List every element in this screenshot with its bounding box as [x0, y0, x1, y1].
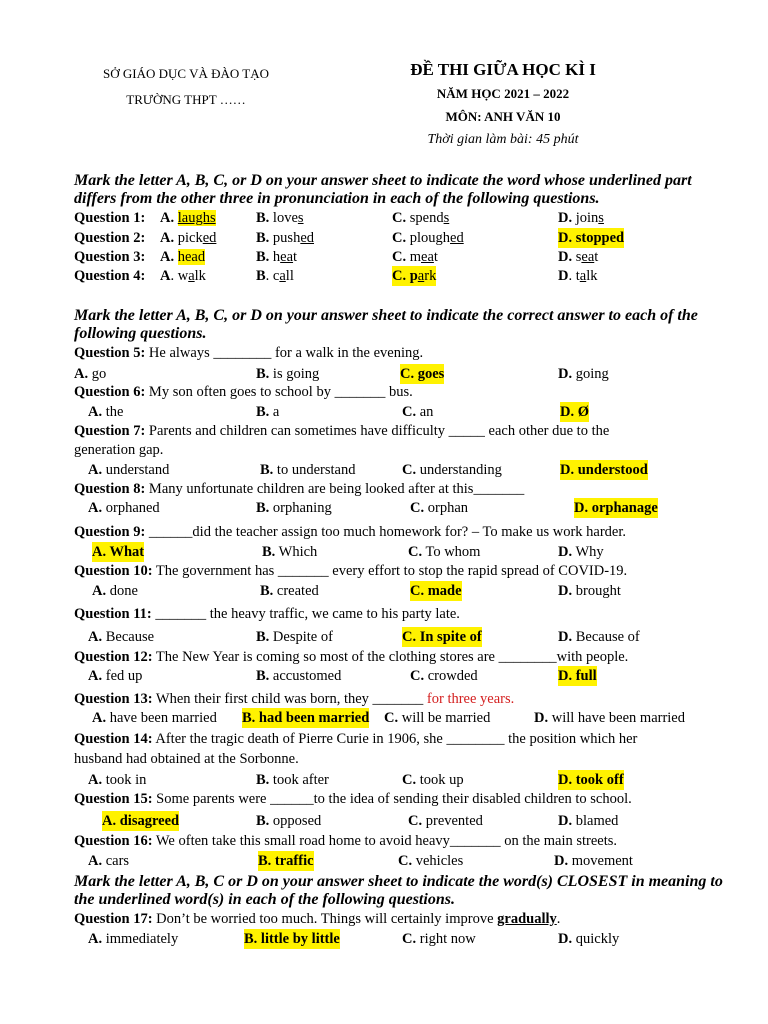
question-label: Question 2:: [74, 230, 146, 246]
question-2: [74, 228, 768, 248]
option-b-answer[interactable]: B. traffic: [258, 853, 314, 869]
question-7-options: [88, 460, 768, 480]
option-c[interactable]: C. an: [402, 404, 434, 420]
question-7-stem-cont: generation gap.: [74, 442, 164, 458]
option-d[interactable]: D. quickly: [558, 931, 620, 947]
question-13-options: [92, 708, 768, 728]
duration: Thời gian làm bài: 45 phút: [427, 132, 579, 147]
question-15-options: [102, 811, 768, 831]
section-1-instruction: Mark the letter A, B, C, or D on your answer sheet to indicate the word whose underlined part differs from the other three in pronunciation in each of the following questions.: [74, 172, 692, 207]
option-a-answer[interactable]: A. What: [92, 544, 145, 560]
question-16-options: [88, 851, 768, 871]
option-d-answer[interactable]: D. took off: [558, 772, 624, 788]
option-a[interactable]: A. understand: [88, 462, 170, 478]
option-a[interactable]: A. the: [88, 404, 124, 420]
question-12-stem: Question 12: The New Year is coming so most of the clothing stores are ________with people.: [74, 649, 629, 665]
option-d[interactable]: D. going: [558, 366, 609, 382]
option-a[interactable]: A. Because: [88, 629, 155, 645]
option-b[interactable]: B. opposed: [256, 813, 322, 829]
option-b[interactable]: B. heat: [256, 249, 298, 265]
option-c[interactable]: C. ploughed: [392, 230, 464, 246]
option-d[interactable]: D. movement: [554, 853, 633, 869]
option-d[interactable]: D. talk: [558, 268, 598, 284]
question-5-stem: Question 5: He always ________ for a walk in the evening.: [74, 345, 424, 361]
header-right: [378, 58, 628, 152]
option-c[interactable]: C. To whom: [408, 544, 481, 560]
option-d[interactable]: D. will have been married: [534, 710, 685, 726]
question-9-stem: Question 9: ______did the teacher assign too much homework for? – To make us work harder.: [74, 524, 627, 540]
option-b[interactable]: B. to understand: [260, 462, 356, 478]
option-b[interactable]: B. orphaning: [256, 500, 332, 516]
question-8-stem: Question 8: Many unfortunate children are being looked after at this_______: [74, 481, 525, 497]
question-16-stem: Question 16: We often take this small road home to avoid heavy_______ on the main streets.: [74, 833, 618, 849]
option-c[interactable]: C. prevented: [408, 813, 483, 829]
question-3: [74, 247, 768, 267]
option-a[interactable]: A. have been married: [92, 710, 217, 726]
option-c[interactable]: C. crowded: [410, 668, 478, 684]
question-10-options: [92, 581, 768, 601]
question-label: Question 3:: [74, 249, 146, 265]
option-c[interactable]: C. orphan: [410, 500, 468, 516]
option-b[interactable]: B. loves: [256, 210, 304, 226]
section-2-instruction: Mark the letter A, B, C, or D on your answer sheet to indicate the correct answer to each of the following questions.: [74, 307, 698, 342]
option-a[interactable]: A. done: [92, 583, 138, 599]
question-label: Question 1:: [74, 210, 146, 226]
option-c[interactable]: C. right now: [402, 931, 476, 947]
option-d-answer[interactable]: D. orphanage: [574, 500, 658, 516]
question-14-stem: Question 14: After the tragic death of Pierre Curie in 1906, she ________ the position which her: [74, 731, 638, 747]
question-10-stem: Question 10: The government has _______ every effort to stop the rapid spread of COVID-19.: [74, 563, 628, 579]
option-b[interactable]: B. Which: [262, 544, 318, 560]
question-6-stem: Question 6: My son often goes to school by _______ bus.: [74, 384, 413, 400]
question-4: [74, 266, 768, 286]
option-c[interactable]: C. meat: [392, 249, 438, 265]
option-d[interactable]: D. Because of: [558, 629, 640, 645]
question-8-options: [88, 498, 768, 518]
option-b-answer[interactable]: B. had been married: [242, 710, 370, 726]
option-a[interactable]: A. fed up: [88, 668, 143, 684]
question-11-options: [88, 627, 768, 647]
option-b[interactable]: B. created: [260, 583, 319, 599]
option-a[interactable]: A. took in: [88, 772, 147, 788]
question-14-stem-cont: husband had obtained at the Sorbonne.: [74, 751, 299, 767]
subject: MÔN: ANH VĂN 10: [445, 109, 561, 124]
question-17-stem: Question 17: Don’t be worried too much. Things will certainly improve gradually.: [74, 911, 561, 927]
question-12-options: [88, 666, 768, 686]
option-d-answer[interactable]: D. full: [558, 668, 597, 684]
option-a[interactable]: A. laughs: [160, 210, 216, 226]
option-a[interactable]: A. cars: [88, 853, 130, 869]
option-b[interactable]: B. call: [256, 268, 294, 284]
option-d-answer[interactable]: D. stopped: [558, 230, 625, 246]
question-14-options: [88, 770, 768, 790]
exam-title: ĐỀ THI GIỮA HỌC KÌ I: [410, 60, 596, 79]
school-year: NĂM HỌC 2021 – 2022: [436, 86, 570, 101]
header-left: [66, 61, 306, 113]
section-3-instruction: Mark the letter A, B, C or D on your answer sheet to indicate the word(s) CLOSEST in meaning to the underlined word(s) in each of the following questions.: [74, 873, 723, 908]
school-name: TRƯỜNG THPT ……: [126, 92, 246, 107]
option-a[interactable]: A. go: [74, 366, 107, 382]
question-5-options: [74, 364, 768, 384]
question-17-options: [88, 929, 768, 949]
option-b[interactable]: B. pushed: [256, 230, 315, 246]
option-a-answer[interactable]: A. disagreed: [102, 813, 180, 829]
department-name: SỞ GIÁO DỤC VÀ ĐÀO TẠO: [103, 66, 269, 81]
option-a[interactable]: A. immediately: [88, 931, 179, 947]
question-11-stem: Question 11: _______ the heavy traffic, we came to his party late.: [74, 606, 460, 622]
option-d-answer[interactable]: D. Ø: [560, 404, 589, 420]
question-15-stem: Question 15: Some parents were ______to the idea of sending their disabled children to school.: [74, 791, 632, 807]
option-b[interactable]: B. a: [256, 404, 280, 420]
option-a[interactable]: A. orphaned: [88, 500, 160, 516]
option-c[interactable]: C. spends: [392, 210, 450, 226]
question-label: Question 4:: [74, 268, 146, 284]
option-a[interactable]: A. picked: [160, 230, 217, 246]
option-c[interactable]: C. will be married: [384, 710, 491, 726]
option-d[interactable]: D. blamed: [558, 813, 619, 829]
option-b[interactable]: B. is going: [256, 366, 320, 382]
question-9-options: [92, 542, 768, 562]
option-c-answer[interactable]: C. made: [410, 583, 462, 599]
option-d[interactable]: D. seat: [558, 249, 599, 265]
option-b[interactable]: B. Despite of: [256, 629, 333, 645]
option-d[interactable]: D. Why: [558, 544, 604, 560]
option-b[interactable]: B. accustomed: [256, 668, 342, 684]
option-d[interactable]: D. joins: [558, 210, 604, 226]
question-13-stem: Question 13: When their first child was born, they _______ for three years.: [74, 691, 515, 707]
option-d-answer[interactable]: D. understood: [560, 462, 648, 478]
option-c-answer[interactable]: C. In spite of: [402, 629, 482, 645]
option-d[interactable]: D. brought: [558, 583, 621, 599]
option-a[interactable]: A. head: [160, 249, 206, 265]
option-c-answer[interactable]: C. park: [392, 268, 437, 284]
option-b[interactable]: B. took after: [256, 772, 329, 788]
option-c[interactable]: C. vehicles: [398, 853, 464, 869]
question-6-options: [88, 402, 768, 422]
question-1: [74, 208, 768, 228]
option-c[interactable]: C. understanding: [402, 462, 502, 478]
question-7-stem: Question 7: Parents and children can sometimes have difficulty _____ each other due to the: [74, 423, 610, 439]
option-c[interactable]: C. took up: [402, 772, 464, 788]
option-a[interactable]: A. walk: [160, 268, 206, 284]
option-b-answer[interactable]: B. little by little: [244, 931, 340, 947]
option-c-answer[interactable]: C. goes: [400, 366, 445, 382]
